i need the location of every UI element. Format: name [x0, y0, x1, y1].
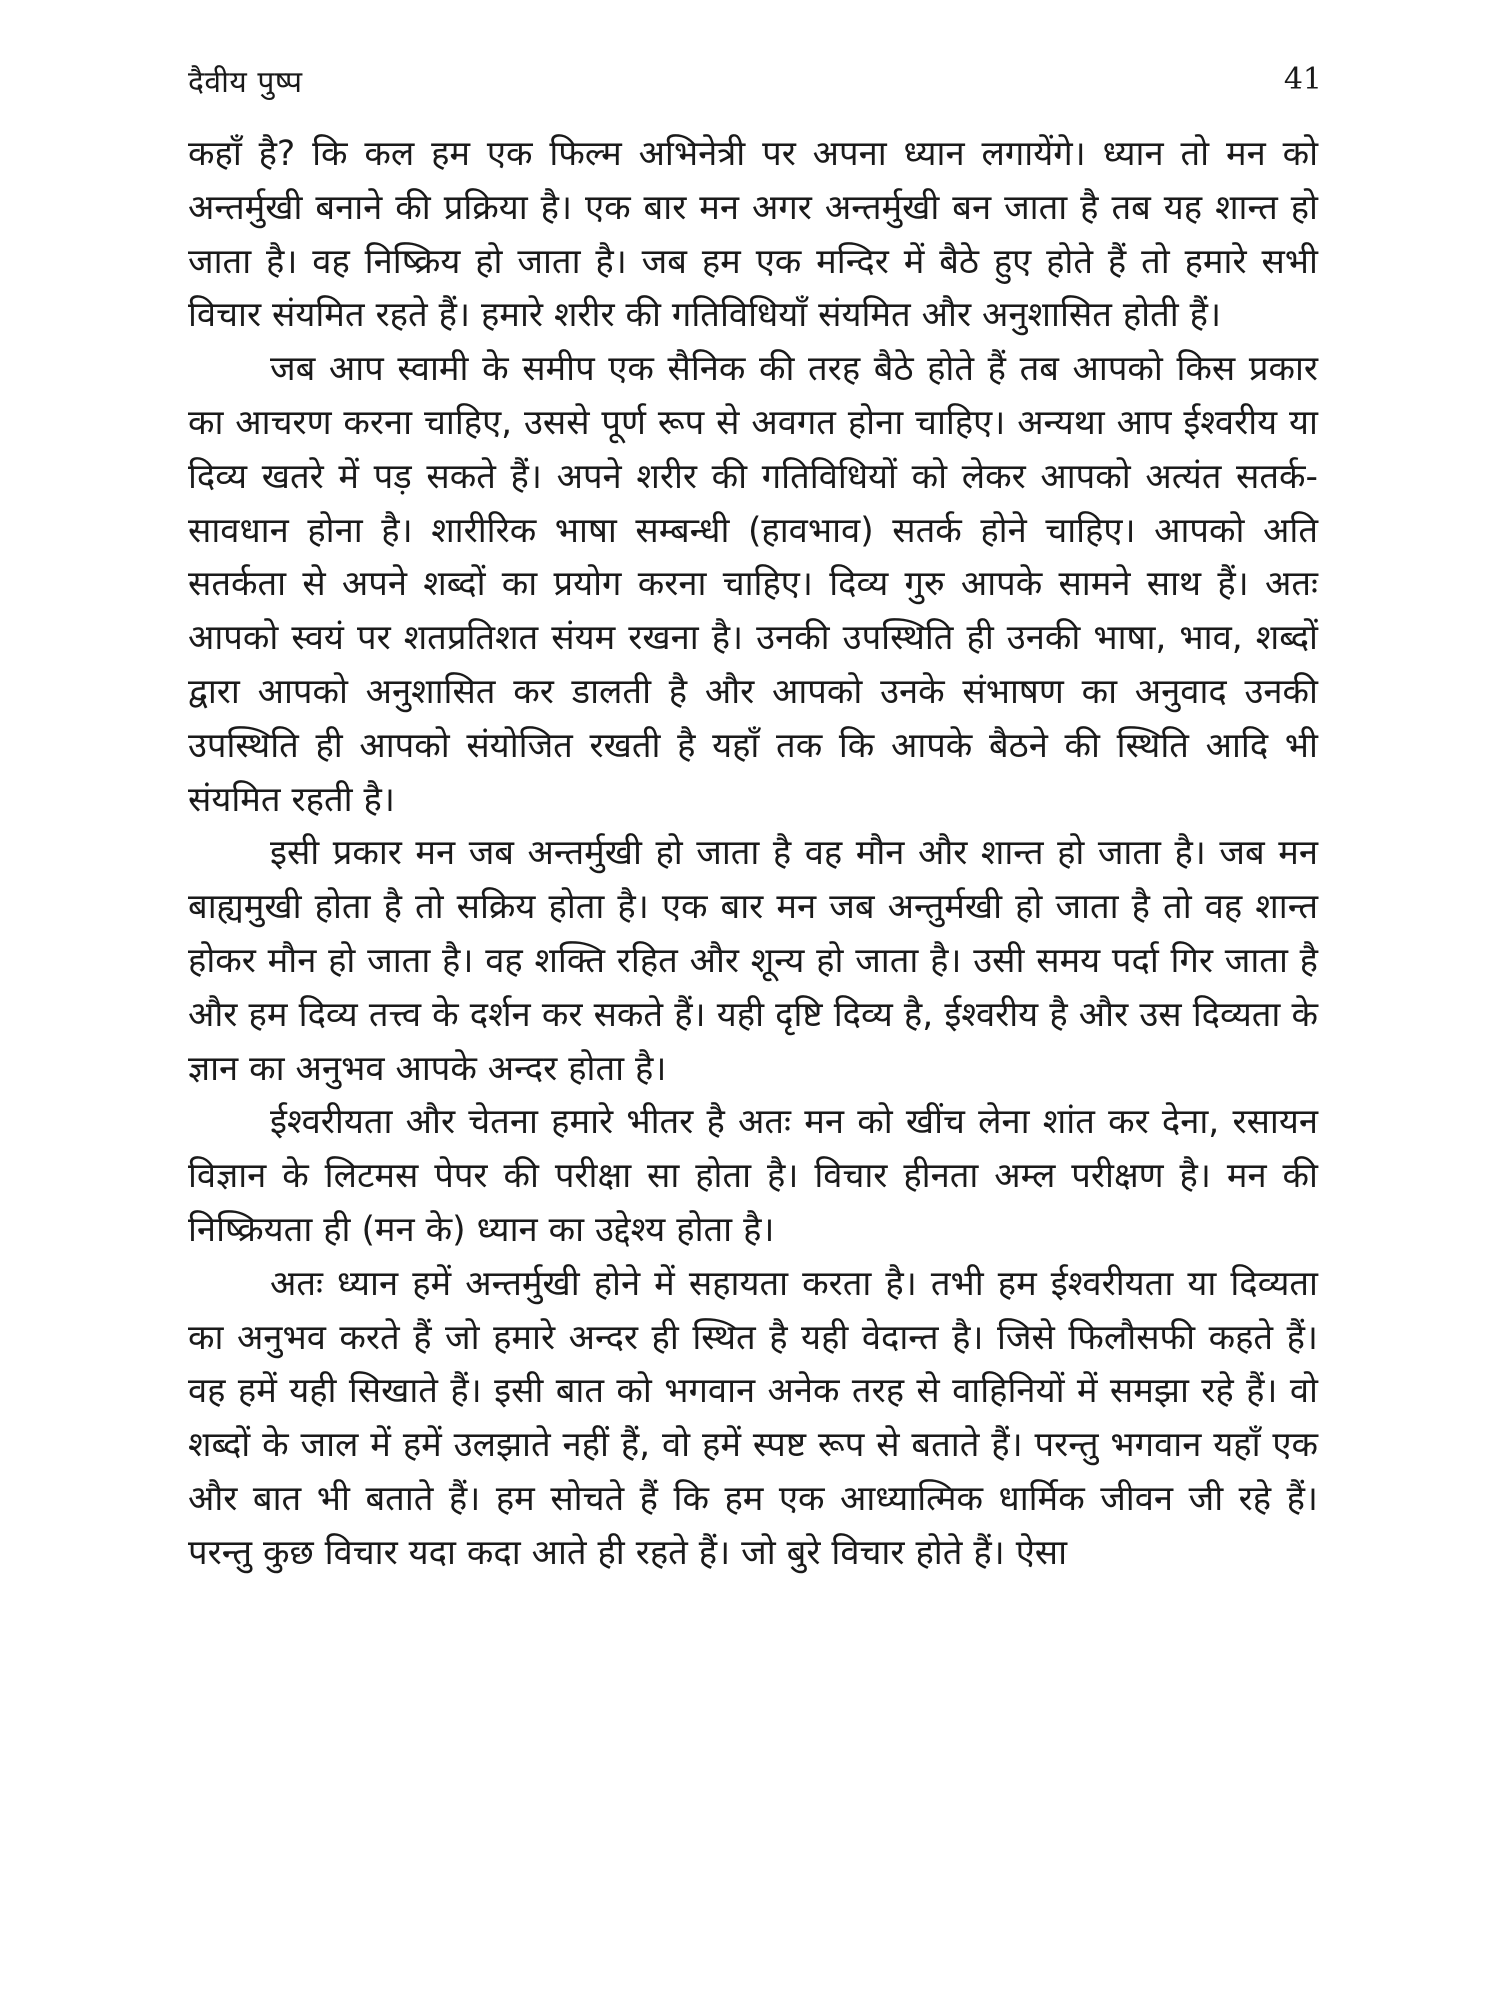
paragraph-3: इसी प्रकार मन जब अन्तर्मुखी हो जाता है वह मौन और शान्त हो जाता है। जब मन बाह्यमुखी होता है तो सक्रिय होता है। एक बार मन जब अन्तुर्मखी हो जाता है तो वह शान्त होकर मौन हो जाता है। वह शक्ति रहित और शून्य हो जाता है। उसी समय पर्दा गिर जाता है और हम दिव्य तत्त्व के दर्शन कर सकते हैं। यही दृष्टि दिव्य है, ईश्वरीय है और उस दिव्यता के ज्ञान का अनुभव आपके अन्दर होता है। [188, 833, 1318, 1089]
running-head-title: दैवीय पुष्प [188, 65, 303, 100]
paragraph-2: जब आप स्वामी के समीप एक सैनिक की तरह बैठे होते हैं तब आपको किस प्रकार का आचरण करना चाहिए, उससे पूर्ण रूप से अवगत होना चाहिए। अन्यथा आप ईश्वरीय या दिव्य खतरे में पड़ सकते हैं। अपने शरीर की गतिविधियों को लेकर आपको अत्यंत सतर्क-सावधान होना है। शारीरिक भाषा सम्बन्धी (हावभाव) सतर्क होने चाहिए। आपको अति सतर्कता से अपने शब्दों का प्रयोग करना चाहिए। दिव्य गुरु आपके सामने साथ हैं। अतः आपको स्वयं पर शतप्रतिशत संयम रखना है। उनकी उपस्थिति ही उनकी भाषा, भाव, शब्दों द्वारा आपको अनुशासित कर डालती है और आपको उनके संभाषण का अनुवाद उनकी उपस्थिति ही आपको संयोजित रखती है यहाँ तक कि आपके बैठने की स्थिति आदि भी संयमित रहती है। [188, 349, 1318, 820]
paragraph-1: कहाँ है? कि कल हम एक फिल्म अभिनेत्री पर अपना ध्यान लगायेंगे। ध्यान तो मन को अन्तर्मुखी बनाने की प्रक्रिया है। एक बार मन अगर अन्तर्मुखी बन जाता है तब यह शान्त हो जाता है। वह निष्क्रिय हो जाता है। जब हम एक मन्दिर में बैठे हुए होते हैं तो हमारे सभी विचार संयमित रहते हैं। हमारे शरीर की गतिविधियाँ संयमित और अनुशासित होती हैं। [188, 134, 1318, 336]
page-number: 41 [1283, 62, 1322, 97]
paragraph-5: अतः ध्यान हमें अन्तर्मुखी होने में सहायता करता है। तभी हम ईश्वरीयता या दिव्यता का अनुभव करते हैं जो हमारे अन्दर ही स्थित है यही वेदान्त है। जिसे फिलौसफी कहते हैं। वह हमें यही सिखाते हैं। इसी बात को भगवान अनेक तरह से वाहिनियों में समझा रहे हैं। वो शब्दों के जाल में हमें उलझाते नहीं हैं, वो हमें स्पष्ट रूप से बताते हैं। परन्तु भगवान यहाँ एक और बात भी बताते हैं। हम सोचते हैं कि हम एक आध्यात्मिक धार्मिक जीवन जी रहे हैं। परन्तु कुछ विचार यदा कदा आते ही रहते हैं। जो बुरे विचार होते हैं। ऐसा [188, 1263, 1318, 1573]
paragraph-4: ईश्वरीयता और चेतना हमारे भीतर है अतः मन को खींच लेना शांत कर देना, रसायन विज्ञान के लिटमस पेपर की परीक्षा सा होता है। विचार हीनता अम्ल परीक्षण है। मन की निष्क्रियता ही (मन के) ध्यान का उद्देश्य होता है। [188, 1102, 1318, 1250]
body-text [188, 128, 1318, 1581]
